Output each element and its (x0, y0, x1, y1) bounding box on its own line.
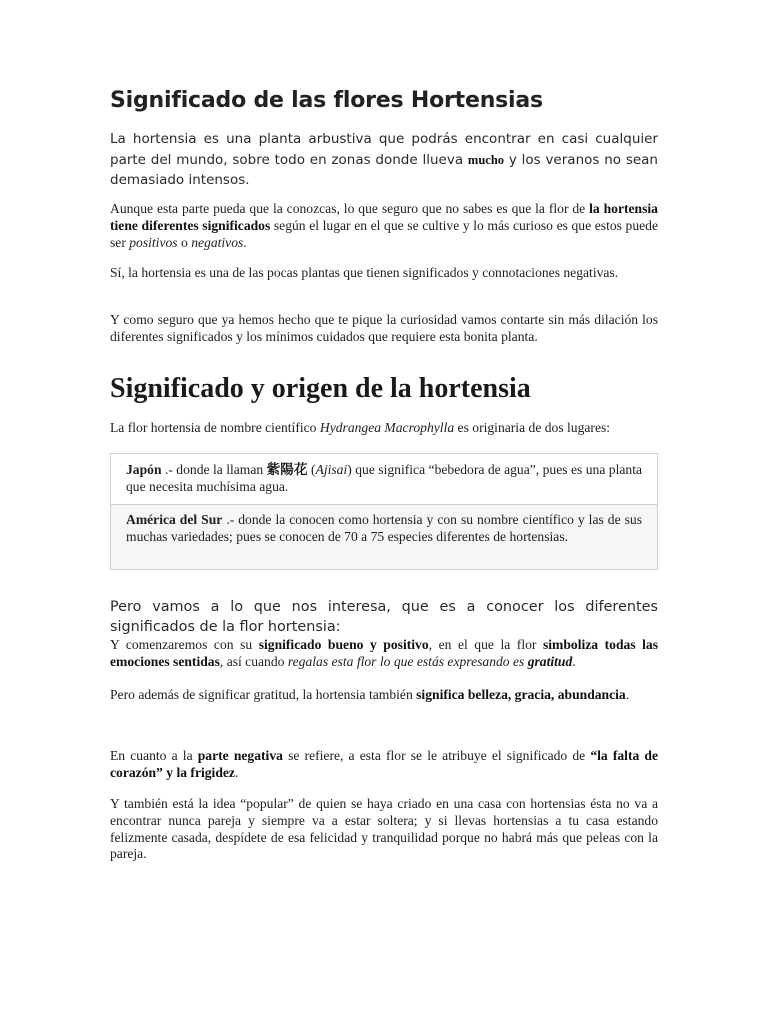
para6-text-4: . (572, 653, 576, 669)
para6-bold-2: simboliza todas las emociones sentidas (110, 637, 659, 669)
paragraph-connotaciones: Sí, la hortensia es una de las pocas plantas que tienen significados y connotaciones negativas. (110, 265, 619, 280)
paragraph-popular: Y también está la idea “popular” de quien se haya criado en una casa con hortensias ésta no va a encontrar nunca pareja y siempre va a estar soltera; y si llevas hortensias a tu casa estando felizmente casada, despídete de esa felicidad y tranquilidad porque no habrá más que peleas con la pareja. (110, 796, 658, 862)
para8-bold: parte negativa (197, 748, 283, 763)
page-title: Significado de las flores Hortensias (110, 88, 543, 113)
paragraph-negativo (110, 748, 658, 782)
para6-text-2: , en el que la flor (428, 637, 543, 652)
para2-text-2: según el lugar en el que se cultive y lo más curioso es que estos puede ser (110, 217, 659, 250)
para2-text-3: o (177, 234, 192, 250)
paragraph-interesa: Pero vamos a lo que nos interesa, que es a conocer los diferentes significados de la flor hortensia: (110, 599, 658, 635)
para2-italic-negativos: negativos (191, 234, 244, 250)
intro-text-end: y los veranos no sean demasiado intensos. (110, 151, 658, 188)
para2-italic-positivos: positivos (129, 234, 178, 250)
para8-text-end: . (234, 764, 239, 780)
para6-text-3: , así cuando (219, 653, 288, 669)
ajisai-italic: Ajisai (315, 462, 348, 477)
para8-bold-2: “la falta de corazón” y la frigidez (110, 748, 658, 780)
place-row-america (111, 505, 657, 569)
section-heading: Significado y origen de la hortensia (110, 373, 531, 404)
origin-text: La flor hortensia de nombre científico (110, 420, 320, 435)
intro-bold: mucho (467, 152, 505, 167)
place-text: .- donde la llaman (161, 462, 267, 477)
place-row-japon (111, 454, 657, 505)
para2-text: Aunque esta parte pueda que la conozcas, lo que seguro que no sabes es que la flor de (110, 201, 590, 216)
paragraph-belleza (110, 687, 658, 704)
scientific-name: Hydrangea Macrophylla (319, 420, 455, 435)
para2-text-4: . (243, 234, 247, 250)
paragraph-curiosidad: Y como seguro que ya hemos hecho que te pique la curiosidad vamos contarte sin más dilación los diferentes significados y los mínimos cuidados que requiere esta bonita planta. (110, 312, 658, 344)
intro-text: La hortensia es una planta arbustiva que podrás encontrar en casi cualquier parte del mundo, sobre todo en zonas donde llueva (110, 131, 658, 168)
paragraph-positivo (110, 637, 658, 671)
origin-places-table (110, 453, 658, 570)
gratitud-bold-italic: gratitud (527, 653, 573, 669)
para6-text: Y comenzaremos con su (110, 637, 259, 652)
paragraph-origin (110, 420, 658, 437)
para8-text: En cuanto a la (110, 748, 198, 763)
place-name: América del Sur (126, 512, 223, 527)
place-text: .- donde la conocen como hortensia y con su nombre científico y las de sus muchas variedades; pues se conocen de 70 a 75 especies diferentes de hortensias. (126, 512, 642, 544)
intro-paragraph (110, 129, 658, 191)
origin-text-end: es originaria de dos lugares: (454, 420, 611, 435)
para7-bold: significa belleza, gracia, abundancia (416, 687, 626, 702)
place-text-3: ) que significa “bebedora de agua”, pues es una planta que necesita muchísima agua. (126, 462, 643, 494)
para8-text-2: se refiere, a esta flor se le atribuye el significado de (282, 748, 591, 763)
kanji-text: 紫陽花 (266, 462, 308, 478)
para7-text-end: . (625, 687, 630, 702)
para7-text: Pero además de significar gratitud, la hortensia también (110, 687, 417, 702)
place-name: Japón (126, 462, 162, 477)
paragraph-significados (110, 201, 658, 251)
para6-bold: significado bueno y positivo (258, 637, 429, 652)
para6-italic: regalas esta flor lo que estás expresando es (287, 653, 528, 669)
place-text-2: ( (307, 462, 316, 477)
para2-bold: la hortensia tiene diferentes significados (110, 201, 658, 233)
